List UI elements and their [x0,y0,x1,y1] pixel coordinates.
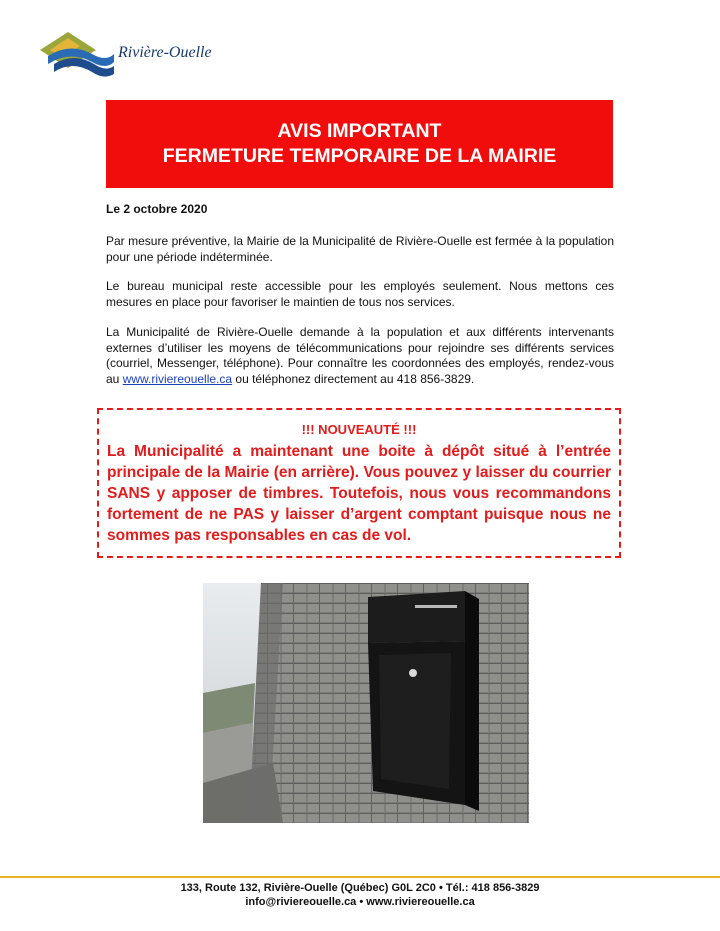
notice-text: La Municipalité a maintenant une boite à dépôt situé à l’entrée principale de la Mairie (en arrière). Vous pouvez y laisser du courrier SANS y apposer de timbres. Toutefois, nous vous recommandons fortement de ne PAS y laisser d’argent comptant puisque nous ne sommes pas responsables en cas de vol. [107,443,611,544]
paragraph-office-access: Le bureau municipal reste accessible pour les employés seulement. Nous mettons ces mesures en place pour favoriser le maintien de tous nos services. [106,279,614,309]
paragraph-closure: Par mesure préventive, la Mairie de la Municipalité de Rivière-Ouelle est fermée à la population pour une période indéterminée. [106,234,614,264]
footer-contact: info@riviereouelle.ca • www.riviereouelle.ca [245,896,475,908]
footer-address: 133, Route 132, Rivière-Ouelle (Québec) G0L 2C0 • Tél.: 418 856-3829 [180,882,540,894]
contact-text-end: ou téléphonez directement au 418 856-3829. [232,371,475,386]
notice-title: !!! NOUVEAUTÉ !!! [301,422,417,437]
new-notice-box [97,408,621,558]
website-link[interactable]: www.riviereouelle.ca [122,371,233,386]
banner-title: AVIS IMPORTANT [277,120,442,142]
announcement-banner [106,100,613,188]
drop-box-photo [203,583,529,823]
notice-date: Le 2 octobre 2020 [106,202,208,216]
footer [0,881,720,909]
contact-text: La Municipalité de Rivière-Ouelle demande à la population et aux différents intervenants externes d’utiliser les moyens de télécommunications pour rejoindre ses différents services (courriel, Messenger, téléphone). Pour connaître les coordonnées des employés, rendez-vous au [106,325,614,386]
paragraph-contact [106,325,614,387]
footer-divider [0,876,720,878]
banner-subtitle: FERMETURE TEMPORAIRE DE LA MAIRIE [162,145,557,167]
logo-emblem-icon [40,28,120,88]
logo-text: Rivière-Ouelle [118,44,212,61]
